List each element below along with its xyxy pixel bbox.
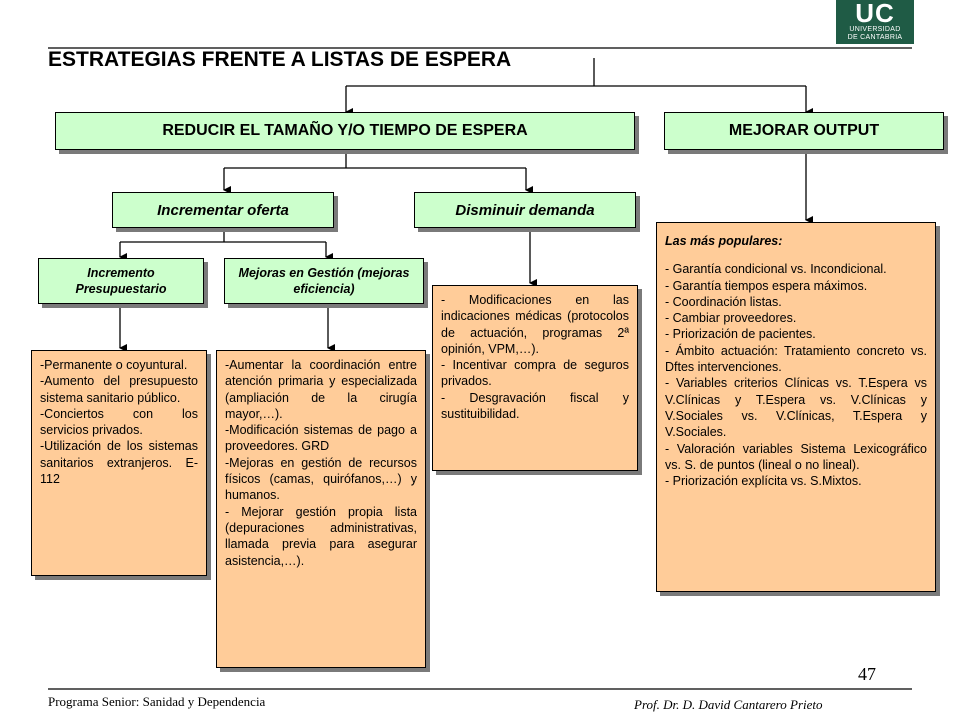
detail-item: - Cambiar proveedores. (665, 311, 797, 326)
page-number: 47 (858, 664, 876, 684)
detail-item: -Mejoras en gestión de recursos físicos (camas, quirófanos,…) y humanos. (225, 455, 417, 503)
demanda-details-box (432, 285, 638, 471)
logo-line2: DE CANTABRIA (847, 34, 903, 41)
incrementar-oferta-box: Incrementar oferta (112, 192, 334, 228)
logo-letters: UC (855, 0, 895, 28)
footer-author: Prof. Dr. D. David Cantarero Prieto (634, 697, 823, 712)
logo-line1: UNIVERSIDAD (849, 26, 901, 33)
detail-item: -Utilización de los sistemas sanitarios extranjeros. E-112 (40, 439, 198, 487)
detail-item: - Priorización de pacientes. (665, 327, 816, 342)
detail-item: - Mejorar gestión propia lista (depuraciones administrativas, llamada previa para asegurar asistencia,…). (225, 504, 417, 568)
mejoras-gestion-box: Mejoras en Gestión (mejoras eficiencia) (224, 258, 424, 304)
detail-item: - Desgravación fiscal y sustituibilidad. (441, 390, 629, 422)
gestion-details-box (216, 350, 426, 668)
incremento-presupuestario-box: Incremento Presupuestario (38, 258, 204, 304)
detail-item: -Aumento del presupuesto sistema sanitario público. (40, 374, 198, 405)
page-title: ESTRATEGIAS FRENTE A LISTAS DE ESPERA (48, 48, 512, 71)
detail-item: - Coordinación listas. (665, 294, 782, 309)
detail-item: - Incentivar compra de seguros privados. (441, 358, 629, 389)
footer-program: Programa Senior: Sanidad y Dependencia (48, 694, 266, 709)
detail-item: - Priorización explícita vs. S.Mixtos. (665, 474, 862, 489)
detail-item: -Conciertos con los servicios privados. (40, 406, 198, 438)
mejorar-output-box: MEJORAR OUTPUT (664, 112, 944, 150)
detail-item: - Ámbito actuación: Tratamiento concreto vs. Dftes intervenciones. (665, 343, 927, 375)
output-details-box (656, 222, 936, 592)
detail-item: - Garantía tiempos espera máximos. (665, 278, 868, 293)
detail-item: - Modificaciones en las indicaciones médicas (protocolos de actuación, programas 2ª opinión, VPM,…). (441, 293, 629, 356)
output-heading: Las más populares: (665, 234, 783, 248)
detail-item: -Modificación sistemas de pago a proveedores. GRD (225, 423, 417, 454)
detail-item: - Garantía condicional vs. Incondicional. (665, 262, 887, 277)
reducir-box: REDUCIR EL TAMAÑO Y/O TIEMPO DE ESPERA (55, 112, 635, 150)
detail-item: - Valoración variables Sistema Lexicográfico vs. S. de puntos (lineal o no lineal). (665, 441, 927, 472)
presupuesto-details-box (31, 350, 207, 576)
detail-item: -Permanente o coyuntural. (40, 358, 188, 372)
detail-item: -Aumentar la coordinación entre atención primaria y especializada (ampliación de la cirugía mayor,…). (225, 358, 417, 421)
disminuir-demanda-box: Disminuir demanda (414, 192, 636, 228)
detail-item: - Variables criterios Clínicas vs. T.Espera vs V.Clínicas y T.Espera vs. V.Clínicas y V.Sociales vs. V.Clínicas, T.Espera y V.Sociales. (665, 376, 927, 440)
